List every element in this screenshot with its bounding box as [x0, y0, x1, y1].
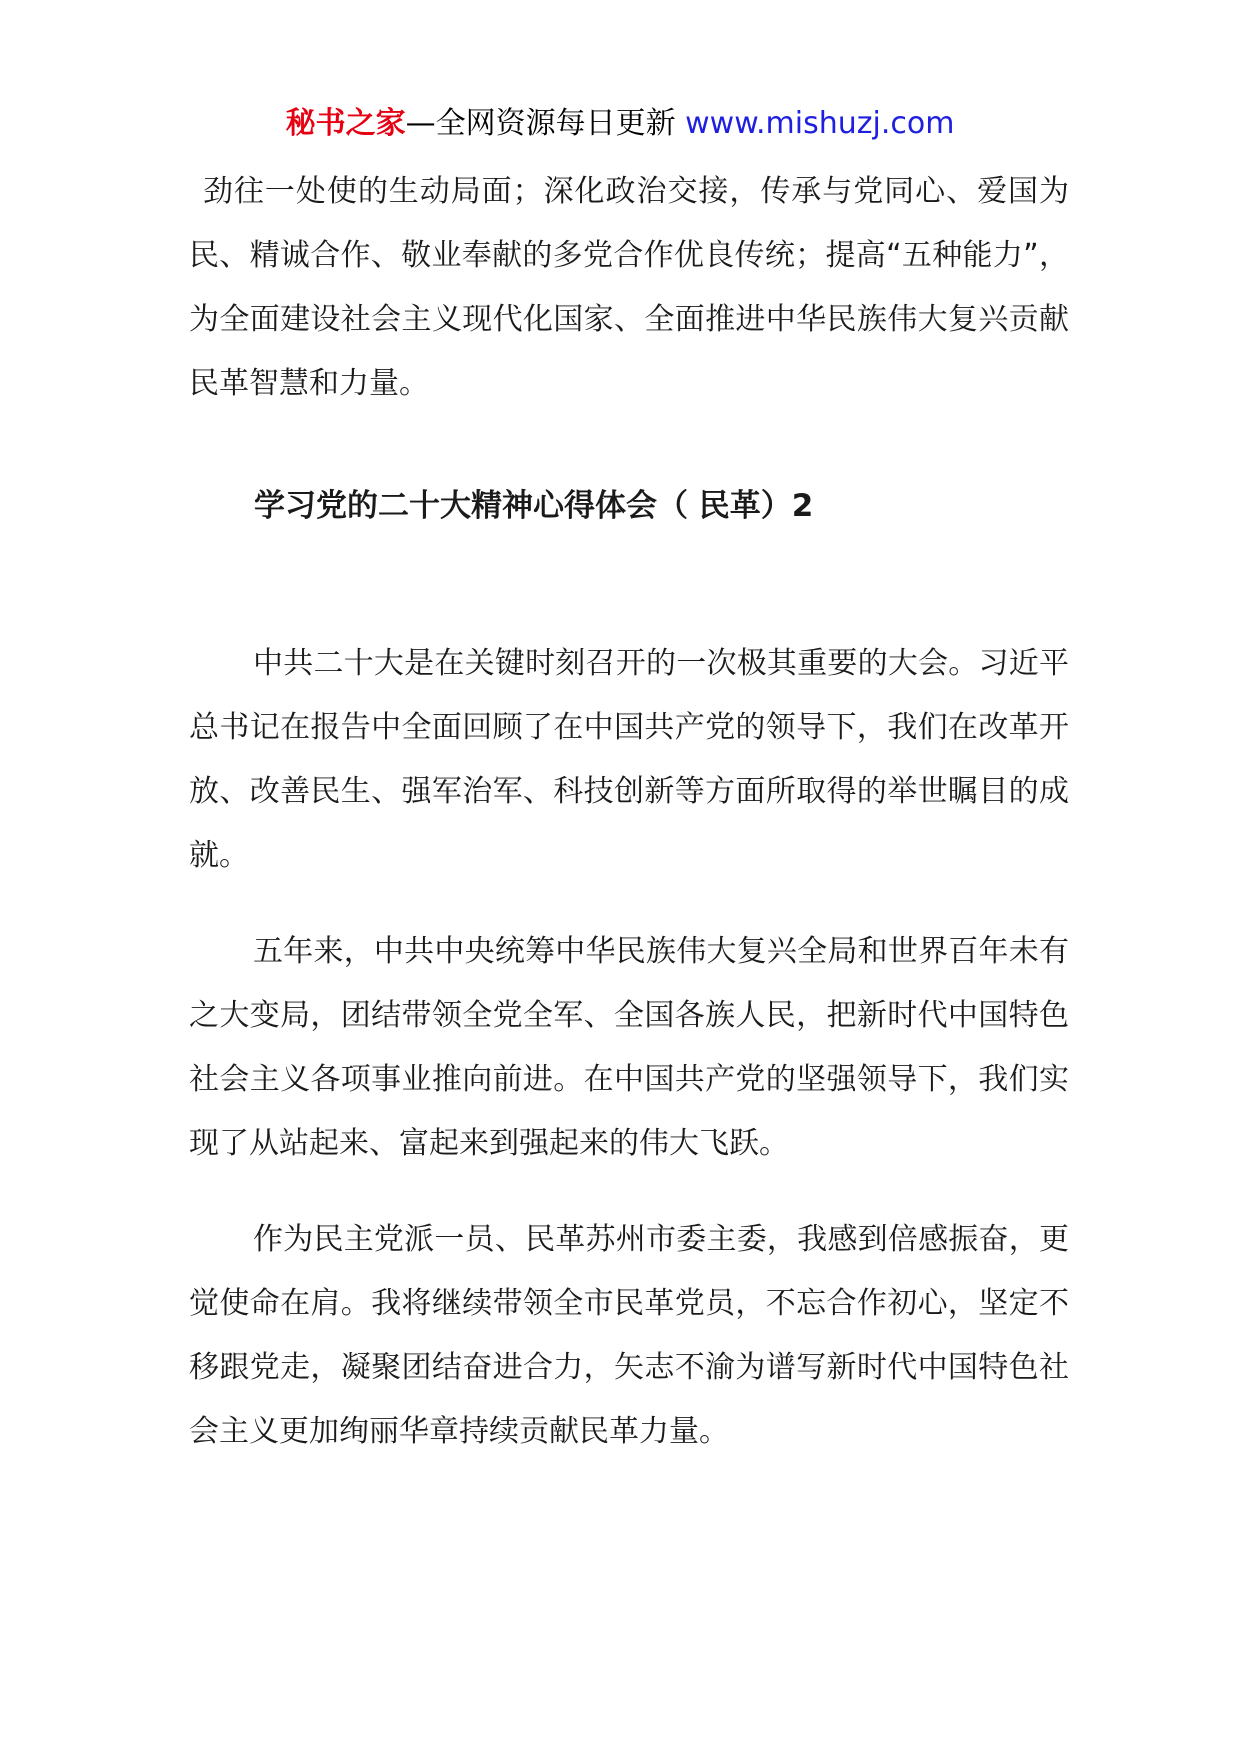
site-brand: 秘书之家: [285, 106, 406, 141]
paragraph-text: 五年来，中共中央统筹中华民族伟大复兴全局和世界百年未有之大变局，团结带领全党全军、全国各族人民，把新时代中国特色社会主义各项事业推向前进。在中国共产党的坚强领导下，我们实现了从站起来、富起来到强起来的伟大飞跃。: [189, 934, 1069, 1161]
paragraph-text: 作为民主党派一员、民革苏州市委主委，我感到倍感振奋，更觉使命在肩。我将继续带领全市民革党员，不忘合作初心，坚定不移跟党走，凝聚团结奋进合力，矢志不渝为谱写新时代中国特色社会主义更加绚丽华章持续贡献民革力量。: [189, 1222, 1069, 1449]
paragraph: [189, 1208, 1069, 1464]
paragraph: [189, 632, 1069, 888]
paragraph: [189, 920, 1069, 1176]
paragraph-text: 劲往一处使的生动局面；深化政治交接，传承与党同心、爱国为民、精诚合作、敬业奉献的多党合作优良传统；提高“五种能力”，为全面建设社会主义现代化国家、全面推进中华民族伟大复兴贡献民革智慧和力量。: [189, 174, 1069, 401]
document-title: 学习党的二十大精神心得体会（ 民革）2: [254, 488, 814, 524]
continued-paragraph: [189, 160, 1069, 416]
site-tagline: —全网资源每日更新: [405, 106, 676, 141]
paragraph-text: 中共二十大是在关键时刻召开的一次极其重要的大会。习近平总书记在报告中全面回顾了在中国共产党的领导下，我们在改革开放、改善民生、强军治军、科技创新等方面所取得的举世瞩目的成就。: [189, 646, 1069, 873]
site-url-link[interactable]: www.mishuzj.com: [685, 106, 955, 141]
site-header: [0, 102, 1240, 146]
